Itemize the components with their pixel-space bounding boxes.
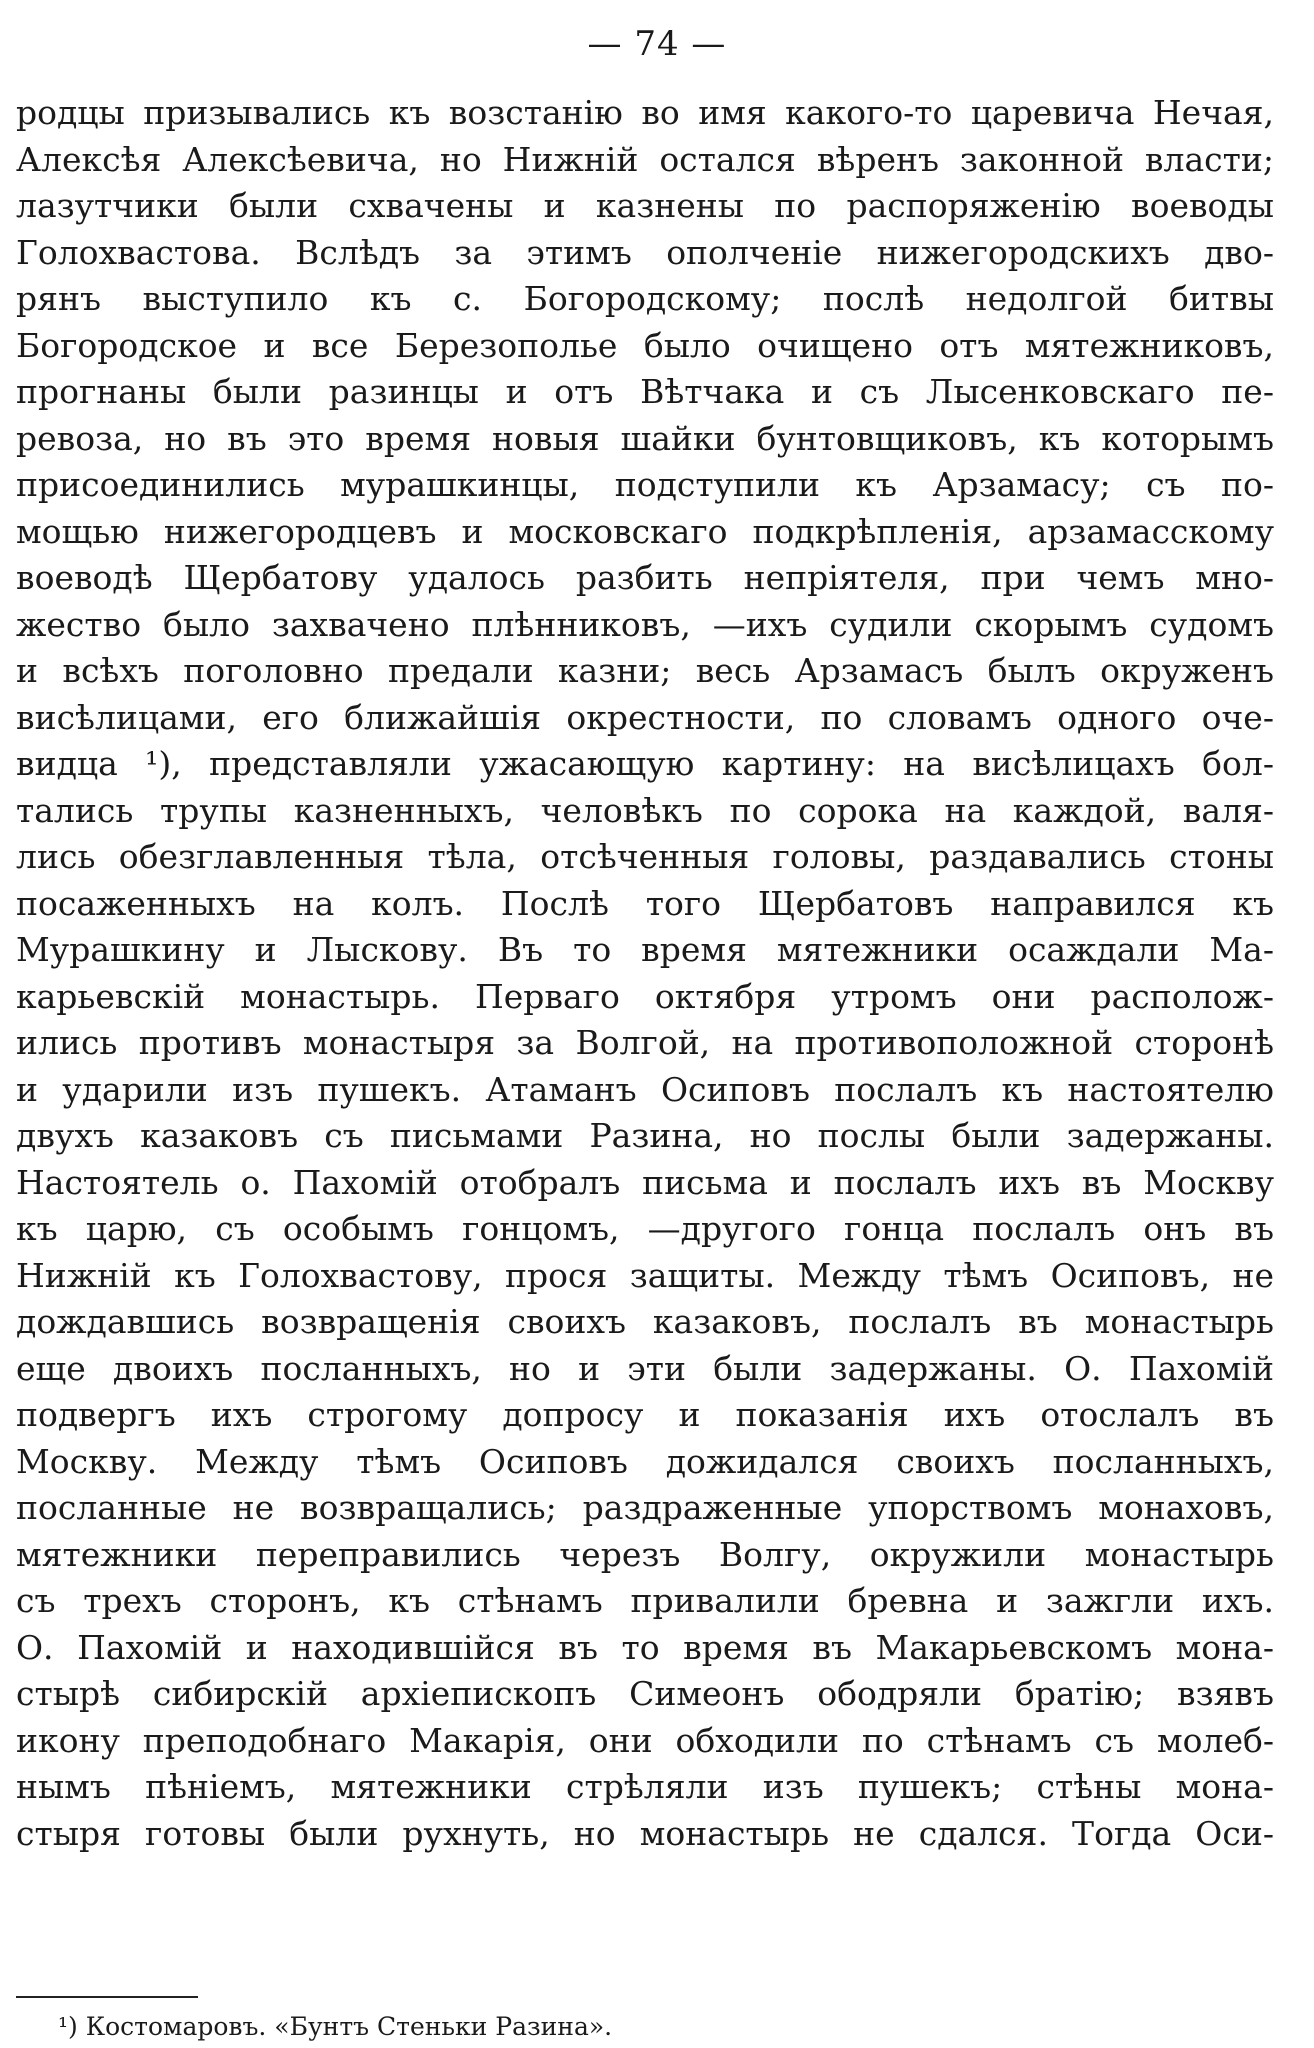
text-line: присоединились мурашкинцы, подступили къ Арзамасу; съ по- bbox=[16, 465, 1274, 504]
text-line: воеводѣ Щербатову удалось разбить непріятеля, при чемъ мно- bbox=[16, 558, 1274, 597]
text-line: стыря готовы были рухнуть, но монастырь не сдался. Тогда Оси- bbox=[16, 1813, 1274, 1853]
text-line: Алексѣя Алексѣевича, но Нижній остался вѣренъ законной власти; bbox=[16, 139, 1274, 179]
text-line: рянъ выступило къ с. Богородскому; послѣ недолгой битвы bbox=[16, 279, 1274, 318]
text-line: тались трупы казненныхъ, человѣкъ по сорока на каждой, валя- bbox=[16, 790, 1274, 830]
text-line: ились противъ монастыря за Волгой, на противоположной сторонѣ bbox=[16, 1023, 1274, 1062]
text-line: О. Пахомій и находившійся въ то время въ Макарьевскомъ мона- bbox=[16, 1627, 1274, 1667]
text-line: дождавшись возвращенія своихъ казаковъ, послалъ въ монастырь bbox=[16, 1302, 1274, 1341]
text-line: лись обезглавленныя тѣла, отсѣченныя головы, раздавались стоны bbox=[16, 837, 1274, 876]
page-number: — 74 — bbox=[587, 24, 727, 64]
footnote-divider bbox=[16, 1996, 198, 1998]
footnote bbox=[58, 2012, 612, 2042]
text-line: лазутчики были схвачены и казнены по распоряженію воеводы bbox=[16, 186, 1274, 225]
text-line: карьевскій монастырь. Перваго октября утромъ они располож- bbox=[16, 976, 1274, 1016]
text-line: посаженныхъ на колъ. Послѣ того Щербатовъ направился къ bbox=[16, 883, 1274, 923]
text-line: и всѣхъ поголовно предали казни; весь Арзамасъ былъ окруженъ bbox=[16, 651, 1274, 690]
text-line: Настоятель о. Пахомій отобралъ письма и послалъ ихъ въ Москву bbox=[16, 1162, 1274, 1202]
text-line: ревоза, но въ это время новыя шайки бунтовщиковъ, къ которымъ bbox=[16, 418, 1274, 458]
text-line: съ трехъ сторонъ, къ стѣнамъ привалили бревна и зажгли ихъ. bbox=[16, 1581, 1274, 1620]
main-text bbox=[16, 90, 1274, 1857]
text-line: прогнаны были разинцы и отъ Вѣтчака и съ Лысенковскаго пе- bbox=[16, 372, 1274, 411]
text-line: родцы призывались къ возстанію во имя какого-то царевича Нечая, bbox=[16, 93, 1274, 132]
text-line: икону преподобнаго Макарія, они обходили по стѣнамъ съ молеб- bbox=[16, 1720, 1274, 1760]
text-line: висѣлицами, его ближайшія окрестности, по словамъ одного оче- bbox=[16, 697, 1274, 737]
text-line: Богородское и все Березополье было очищено отъ мятежниковъ, bbox=[16, 325, 1274, 365]
text-line: двухъ казаковъ съ письмами Разина, но послы были задержаны. bbox=[16, 1116, 1274, 1155]
text-line: къ царю, съ особымъ гонцомъ, —другого гонца послалъ онъ въ bbox=[16, 1209, 1274, 1248]
text-line: и ударили изъ пушекъ. Атаманъ Осиповъ послалъ къ настоятелю bbox=[16, 1069, 1274, 1109]
text-line: мощью нижегородцевъ и московскаго подкрѣпленія, арзамасскому bbox=[16, 511, 1274, 551]
text-line: посланные не возвращались; раздраженные упорствомъ монаховъ, bbox=[16, 1488, 1274, 1527]
text-line: стырѣ сибирскій архіепископъ Симеонъ ободряли братію; взявъ bbox=[16, 1674, 1274, 1713]
footnote-text: Костомаровъ. «Бунтъ Стеньки Разина». bbox=[85, 2012, 613, 2041]
text-line: видца ¹), представляли ужасающую картину: на висѣлицахъ бол- bbox=[16, 744, 1274, 783]
text-line: Нижній къ Голохвастову, прося защиты. Между тѣмъ Осиповъ, не bbox=[16, 1255, 1274, 1295]
text-line: еще двоихъ посланныхъ, но и эти были задержаны. О. Пахомій bbox=[16, 1348, 1274, 1388]
text-line: мятежники переправились черезъ Волгу, окружили монастырь bbox=[16, 1534, 1274, 1574]
text-line: нымъ пѣніемъ, мятежники стрѣляли изъ пушекъ; стѣны мона- bbox=[16, 1767, 1274, 1806]
text-line: жество было захвачено плѣнниковъ, —ихъ судили скорымъ судомъ bbox=[16, 604, 1274, 644]
text-line: подвергъ ихъ строгому допросу и показанія ихъ отослалъ въ bbox=[16, 1395, 1274, 1434]
footnote-marker: ¹) bbox=[58, 2012, 78, 2041]
text-line: Мурашкину и Лыскову. Въ то время мятежники осаждали Ма- bbox=[16, 930, 1274, 969]
text-line: Москву. Между тѣмъ Осиповъ дожидался своихъ посланныхъ, bbox=[16, 1441, 1274, 1481]
text-line: Голохвастова. Вслѣдъ за этимъ ополченіе нижегородскихъ дво- bbox=[16, 232, 1274, 272]
